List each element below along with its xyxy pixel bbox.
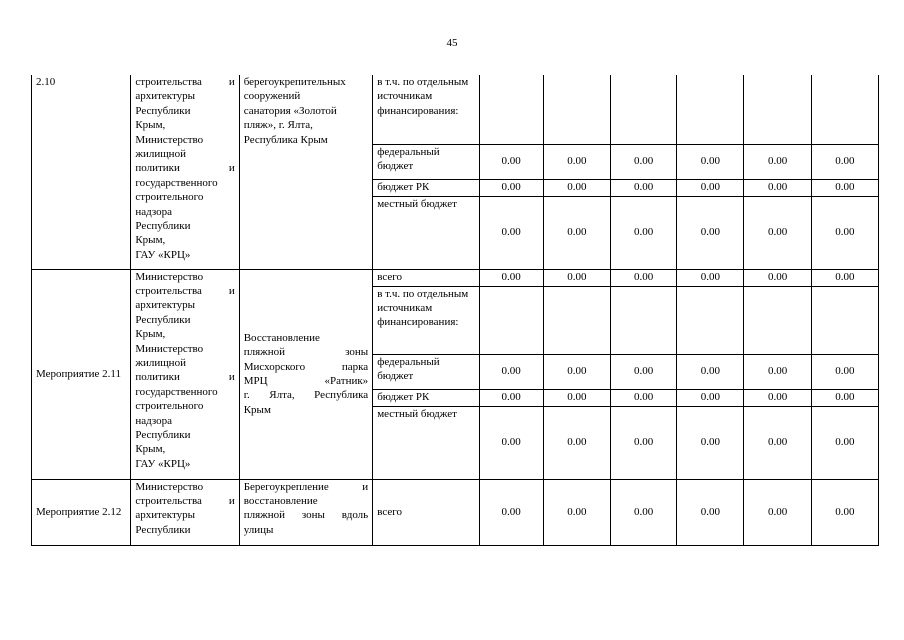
executor-cell: Министерство строительства и архитектуры Республики Крым, Министерство жилищной политики и государственного строительного надзора Республики Крым, ГАУ «КРЦ» <box>131 269 239 479</box>
object-cell: берегоукрепительных сооружений санатория «Золотой пляж», г. Ялта, Республика Крым <box>239 75 372 269</box>
source-label: местный бюджет <box>373 406 479 479</box>
budget-table <box>31 75 879 546</box>
table-row: бюджет РК 0.00 0.00 0.00 0.00 0.00 0.00 <box>32 389 879 406</box>
source-label: федеральный бюджет <box>373 144 479 179</box>
source-label: бюджет РК <box>373 179 479 196</box>
source-label: в т.ч. по отдельным источникам финансирования: <box>373 286 479 354</box>
source-label: всего <box>373 269 479 286</box>
table-row: местный бюджет 0.00 0.00 0.00 0.00 0.00 0.00 <box>32 196 879 269</box>
object-cell: Восстановление пляжной зоны Мисхорского парка МРЦ «Ратник» г. Ялта, Республика Крым <box>239 269 372 479</box>
source-label: федеральный бюджет <box>373 354 479 389</box>
table-row: Мероприятие 2.11 Министерство строительства и архитектуры Республики Крым, Министерство жилищной политики и государственного строительного надзора Республики Крым, ГАУ «КРЦ» Восстановление пляжной зоны Мисхорского парка МРЦ «Ратник» г. Ялта, Республика Крым всего 0.00 0.00 0.00 0.00 0.00 0.00 <box>32 269 879 286</box>
source-label: бюджет РК <box>373 389 479 406</box>
source-label: всего <box>373 479 479 545</box>
table-row: федеральный бюджет 0.00 0.00 0.00 0.00 0.00 0.00 <box>32 144 879 179</box>
measure-id-cell: 2.10 <box>32 75 131 269</box>
executor-cell: строительства и архитектуры Республики Крым, Министерство жилищной политики и государственного строительного надзора Республики Крым, ГАУ «КРЦ» <box>131 75 239 269</box>
source-label: в т.ч. по отдельным источникам финансирования: <box>373 75 479 144</box>
page-number: 45 <box>446 37 458 49</box>
table-row: бюджет РК 0.00 0.00 0.00 0.00 0.00 0.00 <box>32 179 879 196</box>
table-row: местный бюджет 0.00 0.00 0.00 0.00 0.00 0.00 <box>32 406 879 479</box>
source-label: местный бюджет <box>373 196 479 269</box>
table-row <box>32 75 879 144</box>
measure-id-cell: Мероприятие 2.12 <box>32 479 131 545</box>
object-cell: Берегоукрепление и восстановление пляжной зоны вдоль улицы <box>239 479 372 545</box>
table-row: федеральный бюджет 0.00 0.00 0.00 0.00 0.00 0.00 <box>32 354 879 389</box>
executor-cell: Министерство строительства и архитектуры Республики <box>131 479 239 545</box>
measure-id-cell: Мероприятие 2.11 <box>32 269 131 479</box>
table-row: Мероприятие 2.12 Министерство строительства и архитектуры Республики Берегоукрепление и восстановление пляжной зоны вдоль улицы всего 0.00 0.00 0.00 0.00 0.00 0.00 <box>32 479 879 545</box>
